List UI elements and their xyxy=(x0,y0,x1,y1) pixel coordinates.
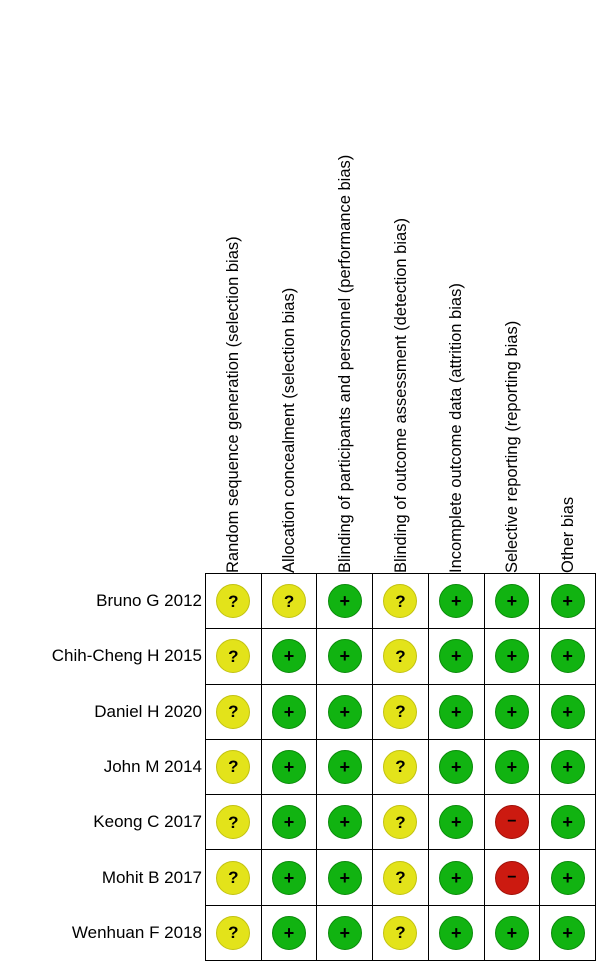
unclear-risk-icon: ? xyxy=(216,584,250,618)
low-risk-icon: + xyxy=(439,750,473,784)
rating-cell xyxy=(373,850,429,905)
rating-cell xyxy=(317,795,373,850)
low-risk-icon: + xyxy=(551,750,585,784)
rating-cell xyxy=(317,740,373,795)
rating-cell xyxy=(262,795,318,850)
rating-cell xyxy=(262,906,318,961)
rating-cell xyxy=(429,629,485,684)
study-label: Keong C 2017 xyxy=(93,812,202,832)
rating-cell xyxy=(262,850,318,905)
low-risk-icon: + xyxy=(551,639,585,673)
unclear-risk-icon: ? xyxy=(383,805,417,839)
low-risk-icon: + xyxy=(495,916,529,950)
low-risk-icon: + xyxy=(328,916,362,950)
low-risk-icon: + xyxy=(328,861,362,895)
low-risk-icon: + xyxy=(439,695,473,729)
rating-cell xyxy=(317,629,373,684)
high-risk-icon: − xyxy=(495,861,529,895)
unclear-risk-icon: ? xyxy=(383,861,417,895)
rating-cell xyxy=(485,574,541,629)
domain-header-label: Blinding of outcome assessment (detection bias) xyxy=(391,218,410,573)
study-label: Chih-Cheng H 2015 xyxy=(51,646,202,666)
rating-cell xyxy=(485,906,541,961)
rating-cell xyxy=(429,906,485,961)
rating-cell xyxy=(429,850,485,905)
rating-cell xyxy=(540,850,596,905)
unclear-risk-icon: ? xyxy=(383,584,417,618)
rating-cell xyxy=(317,906,373,961)
low-risk-icon: + xyxy=(272,916,306,950)
rating-cell xyxy=(317,850,373,905)
rating-cell xyxy=(540,685,596,740)
unclear-risk-icon: ? xyxy=(216,750,250,784)
low-risk-icon: + xyxy=(272,695,306,729)
unclear-risk-icon: ? xyxy=(216,639,250,673)
rating-cell xyxy=(540,629,596,684)
unclear-risk-icon: ? xyxy=(216,695,250,729)
low-risk-icon: + xyxy=(551,916,585,950)
unclear-risk-icon: ? xyxy=(383,916,417,950)
rating-cell xyxy=(485,629,541,684)
low-risk-icon: + xyxy=(439,584,473,618)
rating-cell xyxy=(373,629,429,684)
rating-cell xyxy=(206,795,262,850)
high-risk-icon: − xyxy=(495,805,529,839)
rating-cell xyxy=(373,740,429,795)
unclear-risk-icon: ? xyxy=(216,916,250,950)
rating-cell xyxy=(485,685,541,740)
domain-header-label: Incomplete outcome data (attrition bias) xyxy=(447,283,466,573)
rating-cell xyxy=(206,629,262,684)
rating-cell xyxy=(429,740,485,795)
study-label: Bruno G 2012 xyxy=(96,590,202,610)
low-risk-icon: + xyxy=(495,584,529,618)
rating-cell xyxy=(262,574,318,629)
rating-cell xyxy=(485,850,541,905)
low-risk-icon: + xyxy=(272,750,306,784)
rating-cell xyxy=(485,740,541,795)
rating-cell xyxy=(540,795,596,850)
domain-header-label: Selective reporting (reporting bias) xyxy=(503,320,522,573)
rating-cell xyxy=(373,795,429,850)
unclear-risk-icon: ? xyxy=(272,584,306,618)
low-risk-icon: + xyxy=(551,584,585,618)
risk-of-bias-grid xyxy=(205,573,596,961)
low-risk-icon: + xyxy=(495,639,529,673)
unclear-risk-icon: ? xyxy=(383,695,417,729)
rating-cell xyxy=(373,574,429,629)
rating-cell xyxy=(373,685,429,740)
rating-cell xyxy=(373,906,429,961)
low-risk-icon: + xyxy=(551,805,585,839)
study-label: Wenhuan F 2018 xyxy=(71,923,202,943)
rating-cell xyxy=(540,906,596,961)
low-risk-icon: + xyxy=(328,805,362,839)
low-risk-icon: + xyxy=(551,861,585,895)
low-risk-icon: + xyxy=(439,916,473,950)
rating-cell xyxy=(206,850,262,905)
rating-cell xyxy=(262,740,318,795)
rating-cell xyxy=(540,574,596,629)
low-risk-icon: + xyxy=(439,639,473,673)
low-risk-icon: + xyxy=(439,861,473,895)
unclear-risk-icon: ? xyxy=(216,861,250,895)
low-risk-icon: + xyxy=(551,695,585,729)
unclear-risk-icon: ? xyxy=(383,750,417,784)
rating-cell xyxy=(429,574,485,629)
unclear-risk-icon: ? xyxy=(383,639,417,673)
domain-header-label: Random sequence generation (selection bias) xyxy=(223,236,242,573)
rating-cell xyxy=(317,685,373,740)
rating-cell xyxy=(262,629,318,684)
rating-cell xyxy=(206,740,262,795)
study-label: Mohit B 2017 xyxy=(101,867,202,887)
rating-cell xyxy=(206,574,262,629)
study-label: John M 2014 xyxy=(103,757,202,776)
unclear-risk-icon: ? xyxy=(216,805,250,839)
low-risk-icon: + xyxy=(328,639,362,673)
low-risk-icon: + xyxy=(272,805,306,839)
low-risk-icon: + xyxy=(328,750,362,784)
low-risk-icon: + xyxy=(272,639,306,673)
rating-cell xyxy=(206,685,262,740)
low-risk-icon: + xyxy=(495,750,529,784)
low-risk-icon: + xyxy=(328,695,362,729)
rating-cell xyxy=(206,906,262,961)
rating-cell xyxy=(317,574,373,629)
low-risk-icon: + xyxy=(495,695,529,729)
domain-header-label: Other bias xyxy=(559,496,578,573)
domain-header-label: Blinding of participants and personnel (performance bias) xyxy=(335,154,354,573)
low-risk-icon: + xyxy=(439,805,473,839)
low-risk-icon: + xyxy=(328,584,362,618)
low-risk-icon: + xyxy=(272,861,306,895)
rating-cell xyxy=(262,685,318,740)
rating-cell xyxy=(540,740,596,795)
domain-header-label: Allocation concealment (selection bias) xyxy=(279,287,298,573)
rating-cell xyxy=(429,685,485,740)
study-label: Daniel H 2020 xyxy=(94,701,202,721)
rating-cell xyxy=(485,795,541,850)
rating-cell xyxy=(429,795,485,850)
